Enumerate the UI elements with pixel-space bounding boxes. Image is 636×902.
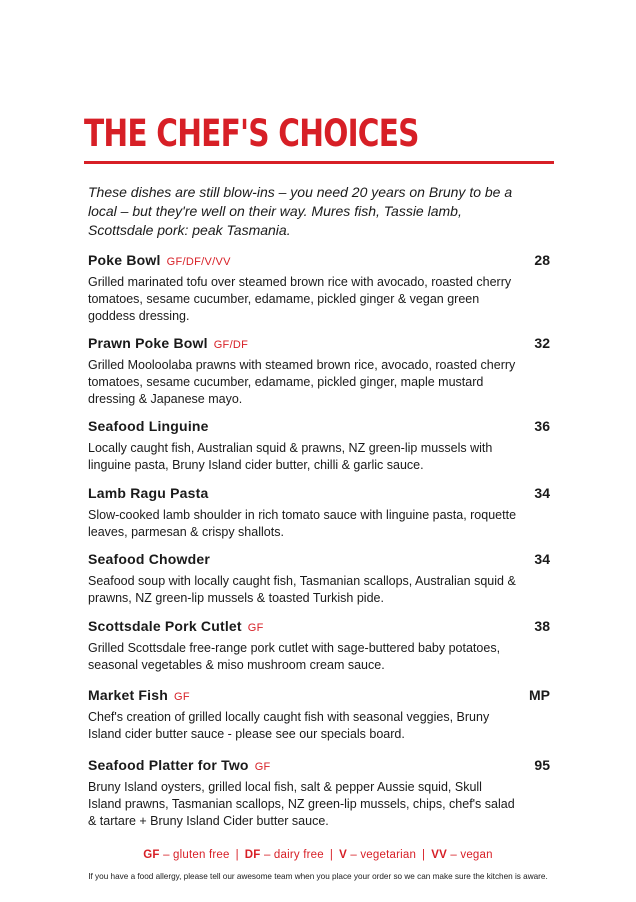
legend-separator: |: [235, 849, 239, 861]
legend-text-gf: – gluten free: [163, 849, 230, 861]
menu-item-header: [88, 755, 550, 775]
page-title: THE CHEF'S CHOICES: [84, 112, 419, 155]
menu-item-name: Prawn Poke Bowl: [88, 335, 208, 351]
legend-code-gf: GF: [143, 849, 160, 861]
menu-item-name: Seafood Linguine: [88, 418, 209, 434]
legend-code-vv: VV: [431, 849, 447, 861]
legend-text-df: – dairy free: [263, 849, 324, 861]
menu-item: [88, 483, 550, 541]
menu-item-description: Seafood soup with locally caught fish, Tasmanian scallops, Australian squid & prawns, NZ green-lip mussels & toasted Turkish pide.: [88, 574, 516, 605]
intro-text: These dishes are still blow-ins – you need 20 years on Bruny to be a local – but they're well on their way. Mures fish, Tassie lamb, Scottsdale pork: peak Tasmania.: [88, 184, 513, 238]
legend-code-v: V: [339, 849, 347, 861]
menu-item-price: 34: [534, 485, 550, 501]
menu-item-header: [88, 616, 550, 636]
legend-code-df: DF: [244, 849, 261, 861]
menu-item-header: [88, 250, 550, 270]
menu-item-name: Seafood Chowder: [88, 551, 211, 567]
menu-item-header: [88, 416, 550, 436]
menu-item-description: Grilled Mooloolaba prawns with steamed brown rice, avocado, roasted cherry tomatoes, sesame cucumber, edamame, pickled ginger, maple mustard dressing & Japanese mayo.: [88, 358, 516, 406]
menu-item-description: Locally caught fish, Australian squid & prawns, NZ green-lip mussels with linguine pasta, Bruny Island cider butter, chilli & garlic sauce.: [88, 441, 493, 472]
menu-item-description: Grilled marinated tofu over steamed brown rice with avocado, roasted cherry tomatoes, sesame cucumber, edamame, pickled ginger & vegan green goddess dressing.: [88, 275, 512, 323]
menu-item-name: Scottsdale Pork Cutlet: [88, 618, 242, 634]
menu-item: [88, 333, 550, 408]
menu-item: [88, 616, 550, 674]
dietary-legend: [0, 849, 636, 861]
menu-item: [88, 250, 550, 325]
menu-item: [88, 416, 550, 474]
legend-separator: |: [329, 849, 334, 861]
menu-item: [88, 685, 550, 743]
menu-item-price: MP: [529, 687, 550, 703]
menu-item-description: Slow-cooked lamb shoulder in rich tomato sauce with linguine pasta, roquette leaves, parmesan & crispy shallots.: [88, 508, 517, 539]
menu-item-name: Poke Bowl: [88, 252, 161, 268]
dietary-tags: GF: [247, 622, 264, 634]
menu-item-description: Chef's creation of grilled locally caught fish with seasonal veggies, Bruny Island cider butter sauce - please see our specials board.: [88, 710, 490, 741]
dietary-tags: GF/DF: [213, 339, 249, 351]
menu-item-header: [88, 333, 550, 353]
menu-item-price: 38: [534, 618, 550, 634]
menu-item-name: Market Fish: [88, 687, 168, 703]
legend-separator: |: [422, 849, 426, 861]
menu-item-price: 32: [534, 335, 550, 351]
dietary-tags: GF/DF/V/VV: [166, 256, 231, 268]
menu-item-description: Bruny Island oysters, grilled local fish, salt & pepper Aussie squid, Skull Island prawns, Tasmanian scallops, NZ green-lip mussels, chips, chef's salad & tartare + Bruny Island Cider butter sauce.: [88, 780, 515, 828]
menu-item-price: 36: [534, 418, 550, 434]
legend-text-v: – vegetarian: [350, 849, 417, 861]
menu-item-price: 28: [534, 252, 550, 268]
allergy-note: If you have a food allergy, please tell our awesome team when you place your order so we can make sure the kitchen is aware.: [88, 872, 548, 881]
dietary-tags: GF: [174, 691, 190, 703]
menu-item-header: [88, 685, 550, 705]
menu-item-header: [88, 483, 550, 503]
menu-item-price: 95: [534, 757, 550, 773]
menu-item-name: Lamb Ragu Pasta: [88, 485, 209, 501]
menu-item-price: 34: [534, 551, 550, 567]
title-divider: [84, 161, 554, 164]
menu-item-name: Seafood Platter for Two: [88, 757, 249, 773]
menu-item: [88, 549, 550, 607]
menu-item: [88, 755, 550, 830]
legend-text-vv: – vegan: [450, 849, 493, 861]
menu-item-header: [88, 549, 550, 569]
menu-item-description: Grilled Scottsdale free-range pork cutlet with sage-buttered baby potatoes, seasonal vegetables & miso mushroom cream sauce.: [88, 641, 501, 672]
dietary-tags: GF: [254, 761, 271, 773]
